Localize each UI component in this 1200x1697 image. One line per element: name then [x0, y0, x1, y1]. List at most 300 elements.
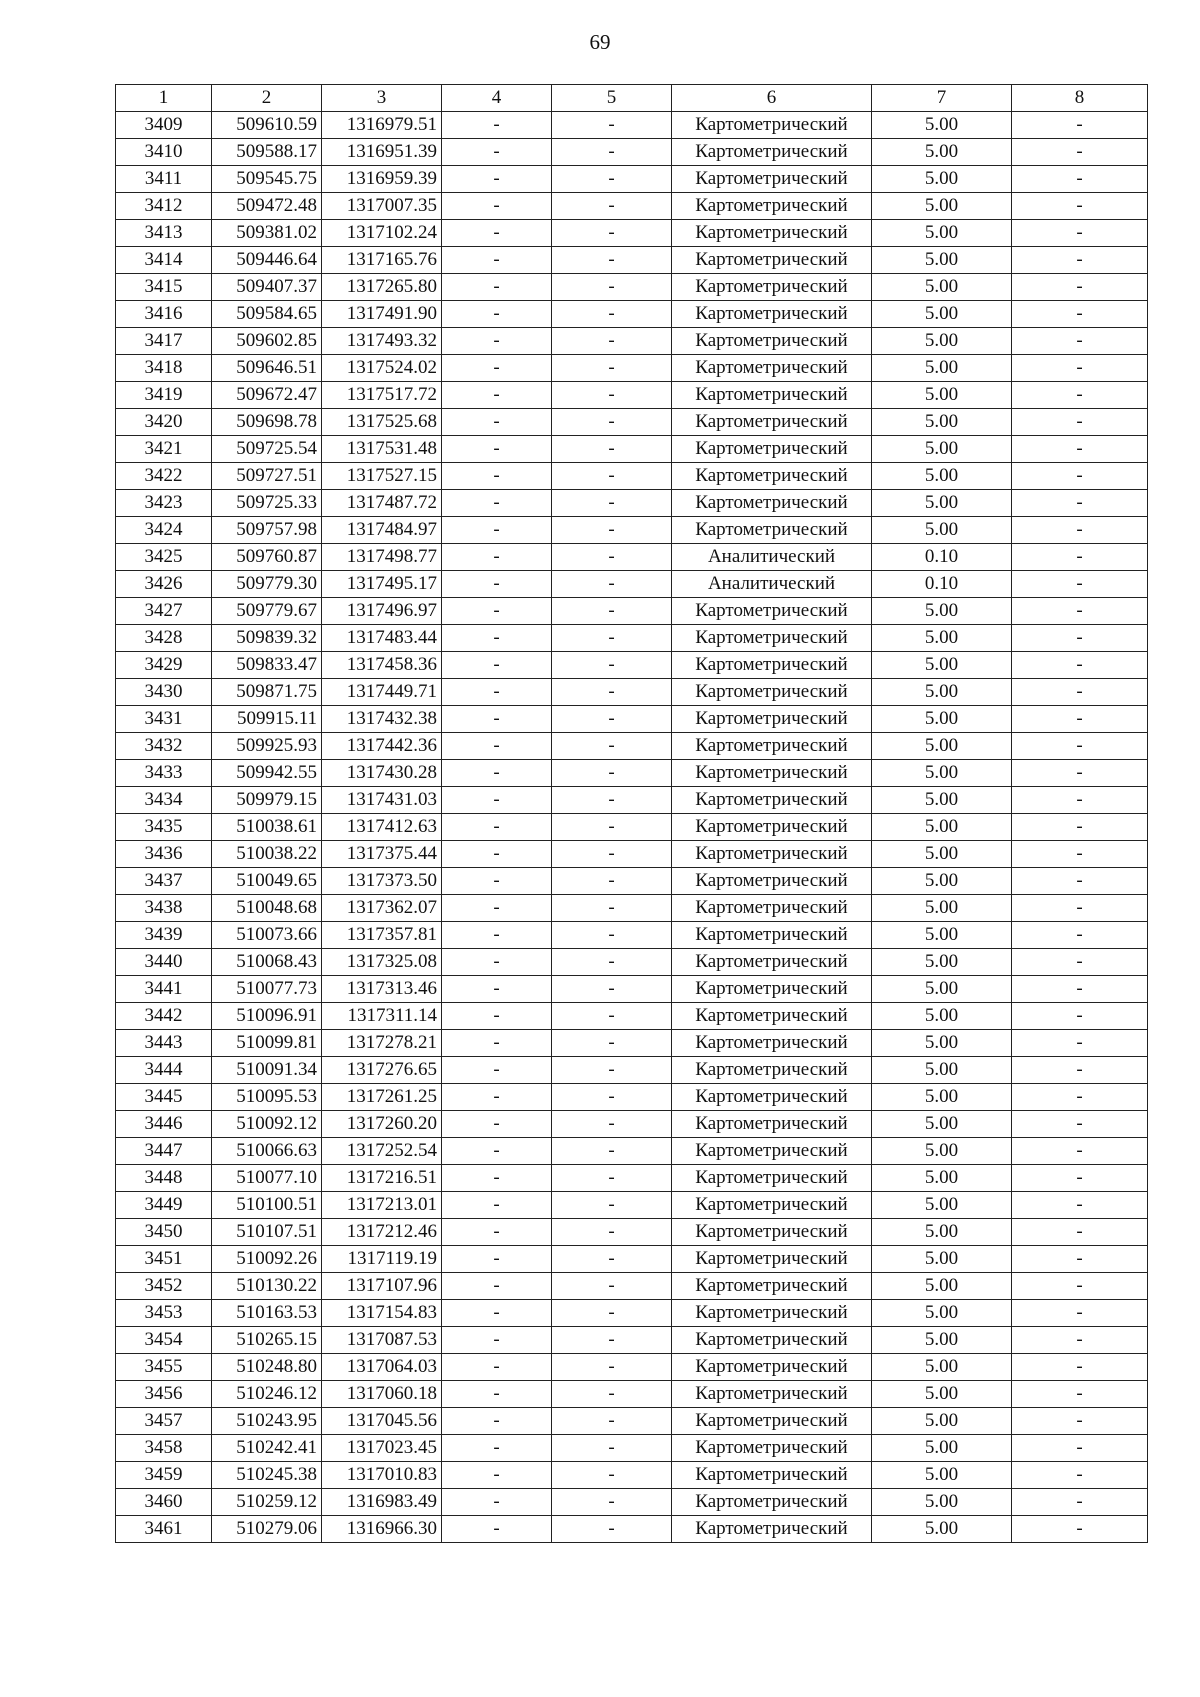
table-body	[116, 112, 1148, 1543]
y-coordinate-cell: 1317023.45	[322, 1435, 442, 1462]
point-number-cell: 3434	[116, 787, 212, 814]
point-number-cell: 3427	[116, 598, 212, 625]
col5-cell: -	[552, 1219, 672, 1246]
method-cell: Картометрический	[672, 1381, 872, 1408]
column-header: 7	[872, 85, 1012, 112]
method-cell: Картометрический	[672, 1516, 872, 1543]
x-coordinate-cell: 510265.15	[212, 1327, 322, 1354]
col4-cell: -	[442, 1516, 552, 1543]
column-header: 5	[552, 85, 672, 112]
y-coordinate-cell: 1317325.08	[322, 949, 442, 976]
method-cell: Картометрический	[672, 301, 872, 328]
point-number-cell: 3414	[116, 247, 212, 274]
table-row	[116, 193, 1148, 220]
table-row	[116, 841, 1148, 868]
col4-cell: -	[442, 328, 552, 355]
table-row	[116, 1489, 1148, 1516]
table-row	[116, 220, 1148, 247]
point-number-cell: 3433	[116, 760, 212, 787]
col4-cell: -	[442, 517, 552, 544]
x-coordinate-cell: 509446.64	[212, 247, 322, 274]
point-number-cell: 3455	[116, 1354, 212, 1381]
point-number-cell: 3430	[116, 679, 212, 706]
accuracy-cell: 5.00	[872, 1192, 1012, 1219]
table-header-row	[116, 85, 1148, 112]
table-row	[116, 1219, 1148, 1246]
col4-cell: -	[442, 1273, 552, 1300]
point-number-cell: 3435	[116, 814, 212, 841]
table-row	[116, 1462, 1148, 1489]
table-row	[116, 1084, 1148, 1111]
table-row	[116, 247, 1148, 274]
accuracy-cell: 5.00	[872, 139, 1012, 166]
y-coordinate-cell: 1317311.14	[322, 1003, 442, 1030]
y-coordinate-cell: 1317495.17	[322, 571, 442, 598]
col8-cell: -	[1012, 490, 1148, 517]
method-cell: Картометрический	[672, 976, 872, 1003]
accuracy-cell: 5.00	[872, 409, 1012, 436]
col5-cell: -	[552, 841, 672, 868]
y-coordinate-cell: 1317357.81	[322, 922, 442, 949]
table-row	[116, 868, 1148, 895]
accuracy-cell: 5.00	[872, 679, 1012, 706]
col8-cell: -	[1012, 841, 1148, 868]
point-number-cell: 3447	[116, 1138, 212, 1165]
column-header: 4	[442, 85, 552, 112]
accuracy-cell: 5.00	[872, 1354, 1012, 1381]
point-number-cell: 3443	[116, 1030, 212, 1057]
point-number-cell: 3431	[116, 706, 212, 733]
point-number-cell: 3412	[116, 193, 212, 220]
col8-cell: -	[1012, 679, 1148, 706]
table-row	[116, 490, 1148, 517]
x-coordinate-cell: 510077.10	[212, 1165, 322, 1192]
x-coordinate-cell: 510095.53	[212, 1084, 322, 1111]
col8-cell: -	[1012, 598, 1148, 625]
point-number-cell: 3415	[116, 274, 212, 301]
table-row	[116, 598, 1148, 625]
col5-cell: -	[552, 1138, 672, 1165]
col4-cell: -	[442, 760, 552, 787]
col4-cell: -	[442, 112, 552, 139]
accuracy-cell: 0.10	[872, 571, 1012, 598]
accuracy-cell: 5.00	[872, 1111, 1012, 1138]
col5-cell: -	[552, 247, 672, 274]
method-cell: Картометрический	[672, 382, 872, 409]
method-cell: Картометрический	[672, 679, 872, 706]
col4-cell: -	[442, 382, 552, 409]
method-cell: Картометрический	[672, 1489, 872, 1516]
accuracy-cell: 5.00	[872, 1327, 1012, 1354]
x-coordinate-cell: 509698.78	[212, 409, 322, 436]
table-row	[116, 1354, 1148, 1381]
col8-cell: -	[1012, 517, 1148, 544]
col5-cell: -	[552, 112, 672, 139]
column-header: 3	[322, 85, 442, 112]
col8-cell: -	[1012, 895, 1148, 922]
col8-cell: -	[1012, 1462, 1148, 1489]
accuracy-cell: 5.00	[872, 1165, 1012, 1192]
table-row	[116, 436, 1148, 463]
method-cell: Картометрический	[672, 760, 872, 787]
table-row	[116, 1111, 1148, 1138]
col5-cell: -	[552, 274, 672, 301]
col8-cell: -	[1012, 1111, 1148, 1138]
x-coordinate-cell: 509925.93	[212, 733, 322, 760]
x-coordinate-cell: 510259.12	[212, 1489, 322, 1516]
method-cell: Картометрический	[672, 436, 872, 463]
col8-cell: -	[1012, 976, 1148, 1003]
table-row	[116, 301, 1148, 328]
col5-cell: -	[552, 1381, 672, 1408]
method-cell: Картометрический	[672, 922, 872, 949]
x-coordinate-cell: 510077.73	[212, 976, 322, 1003]
method-cell: Картометрический	[672, 1435, 872, 1462]
method-cell: Картометрический	[672, 895, 872, 922]
col8-cell: -	[1012, 463, 1148, 490]
col8-cell: -	[1012, 1489, 1148, 1516]
y-coordinate-cell: 1317487.72	[322, 490, 442, 517]
y-coordinate-cell: 1317432.38	[322, 706, 442, 733]
x-coordinate-cell: 509545.75	[212, 166, 322, 193]
point-number-cell: 3423	[116, 490, 212, 517]
x-coordinate-cell: 509472.48	[212, 193, 322, 220]
col4-cell: -	[442, 193, 552, 220]
col4-cell: -	[442, 625, 552, 652]
col5-cell: -	[552, 1192, 672, 1219]
col8-cell: -	[1012, 571, 1148, 598]
point-number-cell: 3416	[116, 301, 212, 328]
x-coordinate-cell: 510049.65	[212, 868, 322, 895]
x-coordinate-cell: 510245.38	[212, 1462, 322, 1489]
col5-cell: -	[552, 382, 672, 409]
table-row	[116, 895, 1148, 922]
x-coordinate-cell: 509672.47	[212, 382, 322, 409]
table-row	[116, 679, 1148, 706]
table-row	[116, 1003, 1148, 1030]
col5-cell: -	[552, 1003, 672, 1030]
method-cell: Картометрический	[672, 652, 872, 679]
col8-cell: -	[1012, 1219, 1148, 1246]
x-coordinate-cell: 509610.59	[212, 112, 322, 139]
accuracy-cell: 5.00	[872, 625, 1012, 652]
y-coordinate-cell: 1317430.28	[322, 760, 442, 787]
col4-cell: -	[442, 436, 552, 463]
x-coordinate-cell: 509646.51	[212, 355, 322, 382]
point-number-cell: 3440	[116, 949, 212, 976]
col5-cell: -	[552, 1030, 672, 1057]
col8-cell: -	[1012, 1003, 1148, 1030]
point-number-cell: 3457	[116, 1408, 212, 1435]
col8-cell: -	[1012, 1084, 1148, 1111]
col8-cell: -	[1012, 328, 1148, 355]
table-row	[116, 409, 1148, 436]
col8-cell: -	[1012, 139, 1148, 166]
method-cell: Картометрический	[672, 112, 872, 139]
point-number-cell: 3428	[116, 625, 212, 652]
method-cell: Картометрический	[672, 1165, 872, 1192]
col8-cell: -	[1012, 760, 1148, 787]
y-coordinate-cell: 1316966.30	[322, 1516, 442, 1543]
col8-cell: -	[1012, 1273, 1148, 1300]
point-number-cell: 3446	[116, 1111, 212, 1138]
col8-cell: -	[1012, 1192, 1148, 1219]
x-coordinate-cell: 510243.95	[212, 1408, 322, 1435]
method-cell: Картометрический	[672, 1273, 872, 1300]
accuracy-cell: 5.00	[872, 1300, 1012, 1327]
point-number-cell: 3441	[116, 976, 212, 1003]
y-coordinate-cell: 1317373.50	[322, 868, 442, 895]
x-coordinate-cell: 509942.55	[212, 760, 322, 787]
accuracy-cell: 5.00	[872, 1138, 1012, 1165]
col4-cell: -	[442, 220, 552, 247]
x-coordinate-cell: 509833.47	[212, 652, 322, 679]
col8-cell: -	[1012, 868, 1148, 895]
col5-cell: -	[552, 1327, 672, 1354]
table-row	[116, 922, 1148, 949]
x-coordinate-cell: 510248.80	[212, 1354, 322, 1381]
col5-cell: -	[552, 1354, 672, 1381]
col8-cell: -	[1012, 1030, 1148, 1057]
col5-cell: -	[552, 1246, 672, 1273]
col8-cell: -	[1012, 166, 1148, 193]
col5-cell: -	[552, 733, 672, 760]
y-coordinate-cell: 1317484.97	[322, 517, 442, 544]
method-cell: Картометрический	[672, 787, 872, 814]
x-coordinate-cell: 510163.53	[212, 1300, 322, 1327]
coordinates-table	[115, 84, 1148, 1543]
point-number-cell: 3437	[116, 868, 212, 895]
x-coordinate-cell: 509915.11	[212, 706, 322, 733]
table-row	[116, 787, 1148, 814]
table-row	[116, 1030, 1148, 1057]
method-cell: Картометрический	[672, 1138, 872, 1165]
col8-cell: -	[1012, 1516, 1148, 1543]
table-row	[116, 652, 1148, 679]
y-coordinate-cell: 1317260.20	[322, 1111, 442, 1138]
col8-cell: -	[1012, 949, 1148, 976]
col4-cell: -	[442, 1354, 552, 1381]
col4-cell: -	[442, 1138, 552, 1165]
point-number-cell: 3422	[116, 463, 212, 490]
y-coordinate-cell: 1316951.39	[322, 139, 442, 166]
y-coordinate-cell: 1317252.54	[322, 1138, 442, 1165]
col5-cell: -	[552, 463, 672, 490]
y-coordinate-cell: 1317517.72	[322, 382, 442, 409]
method-cell: Картометрический	[672, 1030, 872, 1057]
point-number-cell: 3448	[116, 1165, 212, 1192]
y-coordinate-cell: 1317261.25	[322, 1084, 442, 1111]
col4-cell: -	[442, 1381, 552, 1408]
accuracy-cell: 5.00	[872, 787, 1012, 814]
accuracy-cell: 5.00	[872, 949, 1012, 976]
x-coordinate-cell: 510092.12	[212, 1111, 322, 1138]
point-number-cell: 3417	[116, 328, 212, 355]
point-number-cell: 3429	[116, 652, 212, 679]
col8-cell: -	[1012, 301, 1148, 328]
accuracy-cell: 5.00	[872, 517, 1012, 544]
column-header: 2	[212, 85, 322, 112]
col4-cell: -	[442, 652, 552, 679]
col4-cell: -	[442, 274, 552, 301]
col4-cell: -	[442, 1300, 552, 1327]
point-number-cell: 3449	[116, 1192, 212, 1219]
accuracy-cell: 5.00	[872, 976, 1012, 1003]
col5-cell: -	[552, 679, 672, 706]
x-coordinate-cell: 509588.17	[212, 139, 322, 166]
point-number-cell: 3439	[116, 922, 212, 949]
col8-cell: -	[1012, 652, 1148, 679]
method-cell: Картометрический	[672, 1300, 872, 1327]
method-cell: Картометрический	[672, 1057, 872, 1084]
point-number-cell: 3438	[116, 895, 212, 922]
col8-cell: -	[1012, 355, 1148, 382]
col4-cell: -	[442, 1246, 552, 1273]
x-coordinate-cell: 510107.51	[212, 1219, 322, 1246]
method-cell: Картометрический	[672, 409, 872, 436]
table-row	[116, 1246, 1148, 1273]
accuracy-cell: 0.10	[872, 544, 1012, 571]
method-cell: Картометрический	[672, 814, 872, 841]
col4-cell: -	[442, 1165, 552, 1192]
x-coordinate-cell: 509979.15	[212, 787, 322, 814]
col4-cell: -	[442, 1327, 552, 1354]
table-row	[116, 1165, 1148, 1192]
accuracy-cell: 5.00	[872, 382, 1012, 409]
method-cell: Картометрический	[672, 193, 872, 220]
method-cell: Картометрический	[672, 139, 872, 166]
table-row	[116, 976, 1148, 1003]
y-coordinate-cell: 1317265.80	[322, 274, 442, 301]
point-number-cell: 3452	[116, 1273, 212, 1300]
point-number-cell: 3436	[116, 841, 212, 868]
method-cell: Картометрический	[672, 220, 872, 247]
col5-cell: -	[552, 652, 672, 679]
col5-cell: -	[552, 301, 672, 328]
y-coordinate-cell: 1317087.53	[322, 1327, 442, 1354]
method-cell: Картометрический	[672, 1462, 872, 1489]
column-header: 6	[672, 85, 872, 112]
accuracy-cell: 5.00	[872, 193, 1012, 220]
y-coordinate-cell: 1317213.01	[322, 1192, 442, 1219]
table-row	[116, 328, 1148, 355]
x-coordinate-cell: 510130.22	[212, 1273, 322, 1300]
col5-cell: -	[552, 895, 672, 922]
col4-cell: -	[442, 949, 552, 976]
x-coordinate-cell: 509779.30	[212, 571, 322, 598]
x-coordinate-cell: 509584.65	[212, 301, 322, 328]
accuracy-cell: 5.00	[872, 247, 1012, 274]
col5-cell: -	[552, 1165, 672, 1192]
col5-cell: -	[552, 355, 672, 382]
col5-cell: -	[552, 1462, 672, 1489]
col8-cell: -	[1012, 1327, 1148, 1354]
col8-cell: -	[1012, 733, 1148, 760]
y-coordinate-cell: 1316979.51	[322, 112, 442, 139]
col8-cell: -	[1012, 625, 1148, 652]
col8-cell: -	[1012, 220, 1148, 247]
col4-cell: -	[442, 1111, 552, 1138]
x-coordinate-cell: 509725.33	[212, 490, 322, 517]
table-row	[116, 1273, 1148, 1300]
col8-cell: -	[1012, 814, 1148, 841]
y-coordinate-cell: 1317525.68	[322, 409, 442, 436]
table-row	[116, 1327, 1148, 1354]
method-cell: Картометрический	[672, 1192, 872, 1219]
column-header: 1	[116, 85, 212, 112]
x-coordinate-cell: 510242.41	[212, 1435, 322, 1462]
y-coordinate-cell: 1317154.83	[322, 1300, 442, 1327]
col5-cell: -	[552, 814, 672, 841]
method-cell: Картометрический	[672, 328, 872, 355]
method-cell: Картометрический	[672, 1084, 872, 1111]
table-row	[116, 1300, 1148, 1327]
col4-cell: -	[442, 166, 552, 193]
col5-cell: -	[552, 490, 672, 517]
col4-cell: -	[442, 1030, 552, 1057]
accuracy-cell: 5.00	[872, 220, 1012, 247]
col4-cell: -	[442, 598, 552, 625]
point-number-cell: 3411	[116, 166, 212, 193]
col5-cell: -	[552, 571, 672, 598]
col4-cell: -	[442, 1219, 552, 1246]
col4-cell: -	[442, 409, 552, 436]
point-number-cell: 3458	[116, 1435, 212, 1462]
point-number-cell: 3445	[116, 1084, 212, 1111]
col8-cell: -	[1012, 922, 1148, 949]
method-cell: Картометрический	[672, 598, 872, 625]
method-cell: Аналитический	[672, 544, 872, 571]
y-coordinate-cell: 1317527.15	[322, 463, 442, 490]
table-row	[116, 949, 1148, 976]
col4-cell: -	[442, 1192, 552, 1219]
y-coordinate-cell: 1317498.77	[322, 544, 442, 571]
y-coordinate-cell: 1317313.46	[322, 976, 442, 1003]
table-row	[116, 814, 1148, 841]
col5-cell: -	[552, 598, 672, 625]
x-coordinate-cell: 510100.51	[212, 1192, 322, 1219]
col5-cell: -	[552, 787, 672, 814]
accuracy-cell: 5.00	[872, 868, 1012, 895]
table-row	[116, 733, 1148, 760]
table-row	[116, 571, 1148, 598]
point-number-cell: 3418	[116, 355, 212, 382]
x-coordinate-cell: 510038.61	[212, 814, 322, 841]
accuracy-cell: 5.00	[872, 1435, 1012, 1462]
col5-cell: -	[552, 976, 672, 1003]
table-row	[116, 1057, 1148, 1084]
method-cell: Картометрический	[672, 247, 872, 274]
point-number-cell: 3413	[116, 220, 212, 247]
point-number-cell: 3420	[116, 409, 212, 436]
col8-cell: -	[1012, 1300, 1148, 1327]
point-number-cell: 3426	[116, 571, 212, 598]
accuracy-cell: 5.00	[872, 436, 1012, 463]
col5-cell: -	[552, 517, 672, 544]
col5-cell: -	[552, 706, 672, 733]
col4-cell: -	[442, 1057, 552, 1084]
accuracy-cell: 5.00	[872, 1462, 1012, 1489]
accuracy-cell: 5.00	[872, 1219, 1012, 1246]
x-coordinate-cell: 509871.75	[212, 679, 322, 706]
accuracy-cell: 5.00	[872, 328, 1012, 355]
col8-cell: -	[1012, 409, 1148, 436]
col4-cell: -	[442, 814, 552, 841]
y-coordinate-cell: 1317119.19	[322, 1246, 442, 1273]
accuracy-cell: 5.00	[872, 814, 1012, 841]
col8-cell: -	[1012, 193, 1148, 220]
col5-cell: -	[552, 1084, 672, 1111]
